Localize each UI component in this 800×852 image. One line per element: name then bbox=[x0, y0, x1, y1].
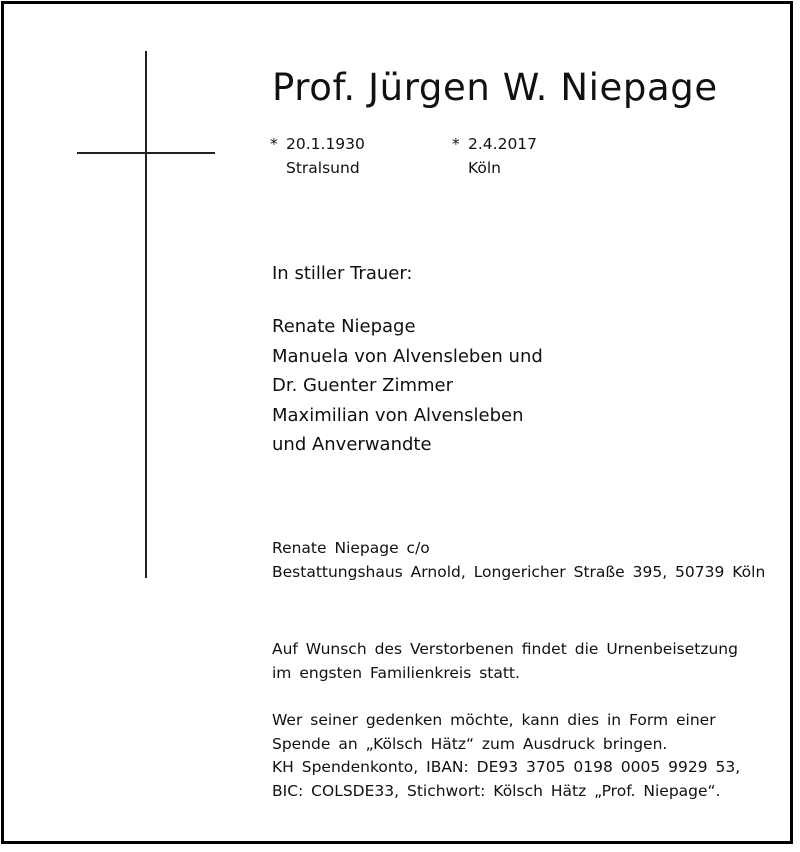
mourner-line: und Anverwandte bbox=[272, 434, 432, 455]
death-date: 2.4.2017 bbox=[468, 135, 538, 153]
contact-line: Renate Niepage c/o bbox=[272, 539, 430, 557]
burial-wish bbox=[272, 638, 738, 685]
birth-place: Stralsund bbox=[286, 159, 360, 177]
deceased-name: Prof. Jürgen W. Niepage bbox=[272, 66, 718, 109]
donation-line: Spende an „Kölsch Hätz“ zum Ausdruck bringen. bbox=[272, 734, 668, 753]
obituary-frame bbox=[1, 1, 793, 844]
contact-line: Bestattungshaus Arnold, Longericher Straße 395, 50739 Köln bbox=[272, 562, 766, 581]
birth-block bbox=[270, 132, 365, 180]
wish-line: im engsten Familienkreis statt. bbox=[272, 663, 520, 682]
birth-date: 20.1.1930 bbox=[286, 135, 365, 153]
death-place: Köln bbox=[468, 159, 502, 177]
donation-request bbox=[272, 709, 740, 803]
mourning-intro: In stiller Trauer: bbox=[272, 263, 413, 284]
wish-line: Auf Wunsch des Verstorbenen findet die Urnenbeisetzung bbox=[272, 640, 738, 658]
cross-vertical-bar bbox=[145, 51, 147, 578]
donation-line: KH Spendenkonto, IBAN: DE93 3705 0198 0005 9929 53, bbox=[272, 758, 741, 776]
mourner-line: Dr. Guenter Zimmer bbox=[272, 375, 454, 396]
mourner-line: Manuela von Alvensleben und bbox=[272, 345, 543, 367]
death-symbol: * bbox=[452, 135, 460, 153]
contact-address bbox=[272, 537, 765, 584]
mourners-list bbox=[272, 312, 543, 460]
donation-line: BIC: COLSDE33, Stichwort: Kölsch Hätz „Prof. Niepage“. bbox=[272, 781, 721, 800]
cross-horizontal-bar bbox=[77, 152, 215, 154]
death-block bbox=[452, 132, 537, 180]
donation-line: Wer seiner gedenken möchte, kann dies in Form einer bbox=[272, 711, 716, 729]
mourner-line: Maximilian von Alvensleben bbox=[272, 404, 524, 426]
birth-symbol: * bbox=[270, 135, 278, 153]
mourner-line: Renate Niepage bbox=[272, 316, 416, 337]
